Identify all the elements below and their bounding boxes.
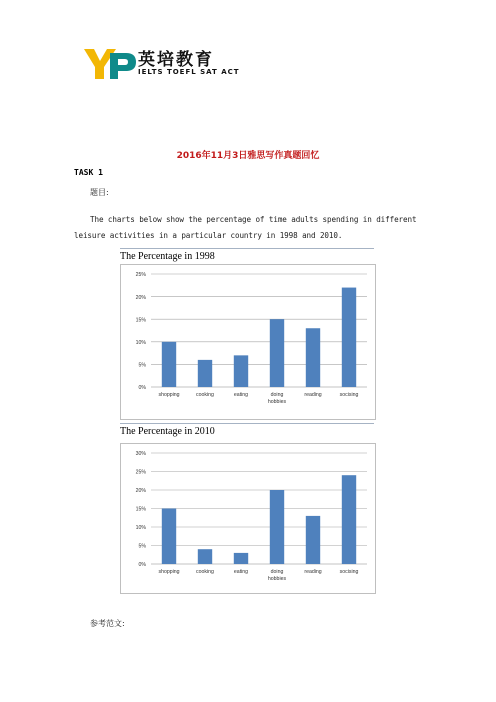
bar [306,516,320,564]
y-tick-label: 10% [135,340,146,346]
bar [270,319,284,387]
x-tick-label: shopping [158,392,180,398]
x-tick-label: doing [270,569,284,575]
bar [198,549,212,564]
x-tick-label: hobbies [267,576,287,582]
x-tick-label: eating [233,392,249,398]
chart-2010-title: The Percentage in 2010 [120,426,215,437]
chart-divider [120,248,374,249]
bar [342,288,356,387]
x-tick-label: cooking [196,392,214,398]
chart-1998-title: The Percentage in 1998 [120,251,215,262]
bar [162,509,176,565]
y-tick-label: 15% [135,506,146,513]
y-tick-label: 0% [138,562,146,569]
chart-divider [120,423,374,424]
yp-logo-icon [82,47,138,81]
prompt-label: 题目: [90,188,109,197]
bar [270,490,284,564]
y-tick-label: 5% [138,543,146,550]
y-tick-label: 10% [135,525,146,532]
x-tick-label: doing [270,392,284,398]
y-tick-label: 25% [135,272,146,279]
x-tick-label: shopping [158,569,180,575]
chart-1998-svg [121,265,375,419]
task-label: TASK 1 [74,168,103,177]
y-tick-label: 25% [135,469,146,476]
brand-logo [82,47,240,81]
x-tick-label: hobbies [267,399,287,405]
prompt-text: The charts below show the percentage of time adults spending in different leisure activities in a particular country in 1998 and 2010. [74,215,417,240]
y-tick-label: 20% [135,488,146,495]
y-tick-label: 5% [138,362,146,369]
bar [198,360,212,387]
bar [306,328,320,387]
x-tick-label: eating [233,569,249,575]
x-tick-label: socising [339,569,359,575]
y-tick-label: 15% [135,317,146,324]
x-tick-label: reading [304,392,322,398]
bar [234,355,248,387]
bar [234,553,248,564]
chart-1998 [120,264,376,420]
chart-2010-svg [121,444,375,593]
y-tick-label: 0% [138,385,146,392]
x-tick-label: reading [304,569,322,575]
sample-essay-label: 参考范文: [90,619,125,628]
bar [342,475,356,564]
x-tick-label: socising [339,392,359,398]
y-tick-label: 30% [135,451,146,458]
document-title: 2016年11月3日雅思写作真题回忆 [176,151,320,161]
brand-name: 英培教育 [138,50,214,70]
y-tick-label: 20% [135,294,146,301]
brand-tagline: IELTS TOEFL SAT ACT [138,68,240,76]
bar [162,342,176,387]
x-tick-label: cooking [196,569,214,575]
chart-2010 [120,443,376,594]
